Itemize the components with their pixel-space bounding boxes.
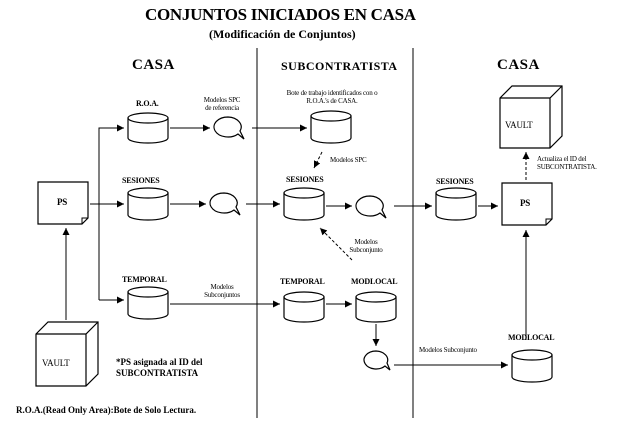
modelos-subconjuntos-label: Modelos Subconjuntos xyxy=(204,283,240,299)
section-label-casa-right: CASA xyxy=(497,57,540,73)
modlocal-right-label: MODLOCAL xyxy=(508,333,555,342)
bote-mid-database-icon xyxy=(311,111,351,143)
sesiones-mid-database-icon xyxy=(284,188,324,220)
sesiones-right-label: SESIONES xyxy=(436,177,474,186)
arrow-ps-to-roa xyxy=(99,128,124,300)
actualiza-id-label: Actualiza el ID del SUBCONTRATISTA. xyxy=(537,155,597,171)
ps-right-label: PS xyxy=(520,198,531,208)
model-ref-bubble-icon xyxy=(214,117,244,139)
sesiones-left-database-icon xyxy=(128,188,168,220)
ps-asignada-note: *PS asignada al ID del SUBCONTRATISTA xyxy=(116,357,203,378)
arrow-bote-to-sesiones-dashed xyxy=(314,152,322,168)
sesiones-left-label: SESIONES xyxy=(122,176,160,185)
modelos-spc-referencia-label: Modelos SPC de referencia xyxy=(203,96,241,112)
modlocal-mid-database-icon xyxy=(356,292,396,322)
vault-left-cube-icon xyxy=(36,322,98,386)
sesiones-mid-label: SESIONES xyxy=(286,175,324,184)
temporal-mid-database-icon xyxy=(284,292,324,322)
bote-trabajo-label: Bote de trabajo identificados con o R.O.A.'s de CASA. xyxy=(286,89,378,105)
modlocal-right-database-icon xyxy=(512,350,552,382)
ps-left-label: PS xyxy=(57,197,68,207)
model-bottom-bubble-icon xyxy=(364,351,390,370)
modlocal-mid-label: MODLOCAL xyxy=(351,277,398,286)
diagram-subtitle: (Modificación de Conjuntos) xyxy=(209,27,356,41)
temporal-mid-label: TEMPORAL xyxy=(280,277,325,286)
model-left-bubble-icon xyxy=(210,193,240,215)
modelos-subconjunto-label: Modelos Subconjunto xyxy=(349,238,383,254)
temporal-left-label: TEMPORAL xyxy=(122,275,167,284)
model-mid-bubble-icon xyxy=(356,196,386,218)
section-label-subcontratista: SUBCONTRATISTA xyxy=(281,59,398,73)
modelos-subconjunto-bottom-label: Modelos Subconjunto xyxy=(419,346,477,354)
vault-right-cube-icon xyxy=(500,86,562,148)
sesiones-right-database-icon xyxy=(436,188,476,220)
roa-label: R.O.A. xyxy=(136,99,159,108)
diagram-title: CONJUNTOS INICIADOS EN CASA xyxy=(145,5,416,24)
temporal-left-database-icon xyxy=(128,287,168,319)
vault-left-label: VAULT xyxy=(42,358,70,368)
section-label-casa-left: CASA xyxy=(132,57,175,73)
roa-database-icon xyxy=(128,113,168,143)
roa-footer-note: R.O.A.(Read Only Area):Bote de Solo Lectura. xyxy=(16,405,197,415)
vault-right-label: VAULT xyxy=(505,120,533,130)
modelos-spc-label: Modelos SPC xyxy=(330,156,367,164)
